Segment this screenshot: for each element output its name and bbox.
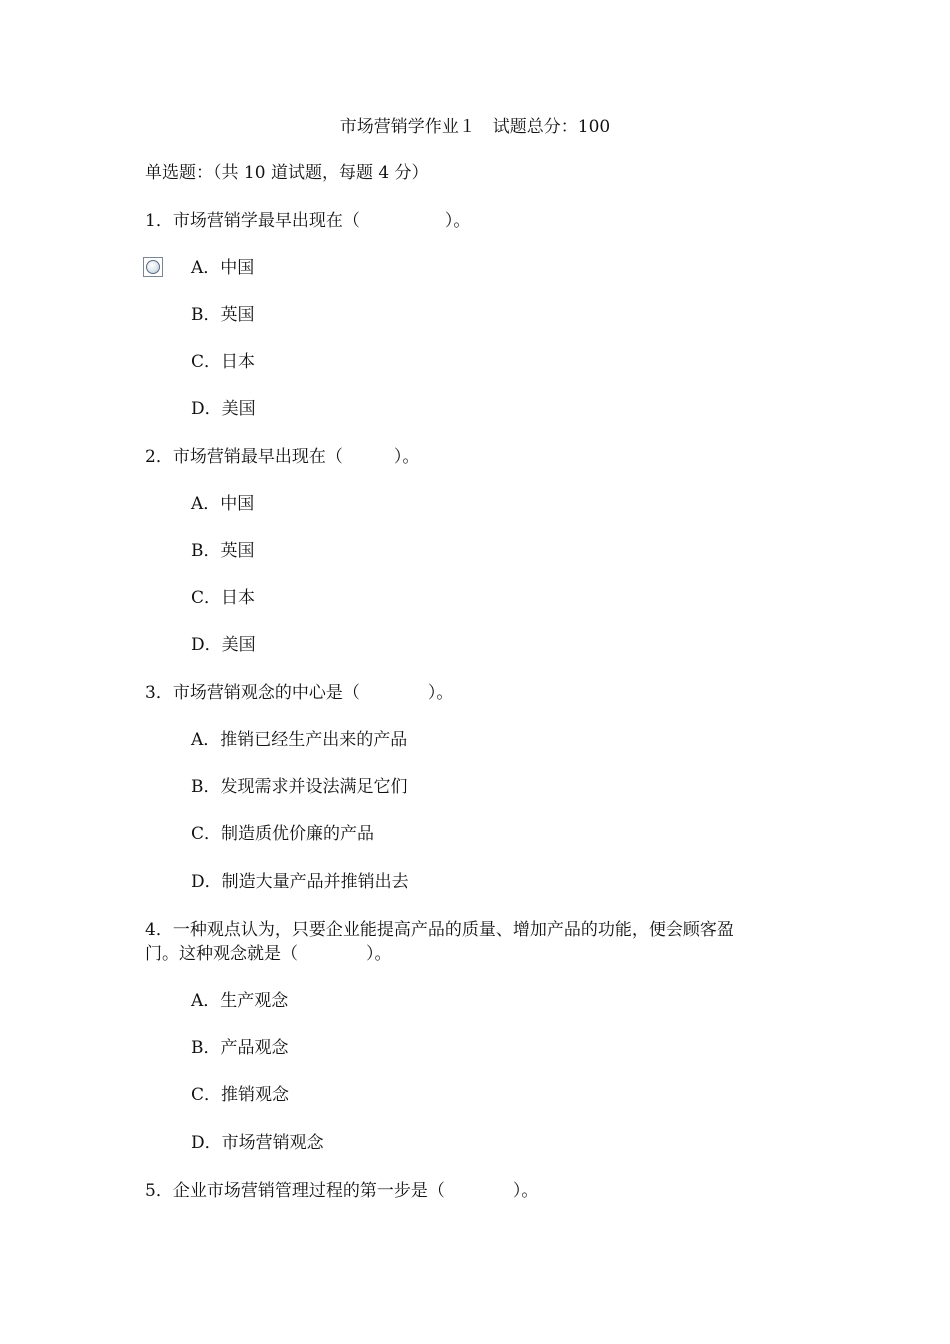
- question-3: 3．市场营销观念的中心是（ ）。: [145, 683, 454, 703]
- question-1-option-c[interactable]: C．日本: [191, 352, 256, 372]
- question-1-option-d[interactable]: D．美国: [191, 399, 256, 419]
- question-3-option-d[interactable]: D．制造大量产品并推销出去: [191, 872, 409, 892]
- radio-dot: [146, 260, 160, 274]
- question-4-option-b[interactable]: B．产品观念: [191, 1038, 289, 1058]
- question-2-option-a[interactable]: A．中国: [191, 494, 255, 514]
- radio-button-icon[interactable]: [143, 257, 163, 277]
- question-5: 5．企业市场营销管理过程的第一步是（ ）。: [145, 1181, 539, 1201]
- question-2: 2．市场营销最早出现在（ ）。: [145, 447, 420, 467]
- question-4-option-d[interactable]: D．市场营销观念: [191, 1133, 324, 1153]
- page-title: 市场营销学作业１ 试题总分：100: [339, 117, 611, 137]
- question-2-option-b[interactable]: B．英国: [191, 541, 255, 561]
- question-4-option-a[interactable]: A．生产观念: [191, 991, 289, 1011]
- question-3-option-b[interactable]: B．发现需求并设法满足它们: [191, 777, 408, 797]
- question-2-option-d[interactable]: D．美国: [191, 635, 256, 655]
- section-heading: 单选题：（共 10 道试题，每题 4 分）: [145, 163, 429, 183]
- question-3-option-a[interactable]: A．推销已经生产出来的产品: [191, 730, 408, 750]
- question-3-option-c[interactable]: C．制造质优价廉的产品: [191, 824, 375, 844]
- question-2-option-c[interactable]: C．日本: [191, 588, 256, 608]
- question-1: 1．市场营销学最早出现在（ ）。: [145, 211, 471, 231]
- question-4-line-2: 门。这种观念就是（ ）。: [145, 944, 392, 964]
- question-1-option-b[interactable]: B．英国: [191, 305, 255, 325]
- question-4-line-1: 4．一种观点认为，只要企业能提高产品的质量、增加产品的功能，便会顾客盈: [145, 920, 734, 940]
- question-1-option-a[interactable]: A．中国: [191, 258, 255, 278]
- question-4-option-c[interactable]: C．推销观念: [191, 1085, 290, 1105]
